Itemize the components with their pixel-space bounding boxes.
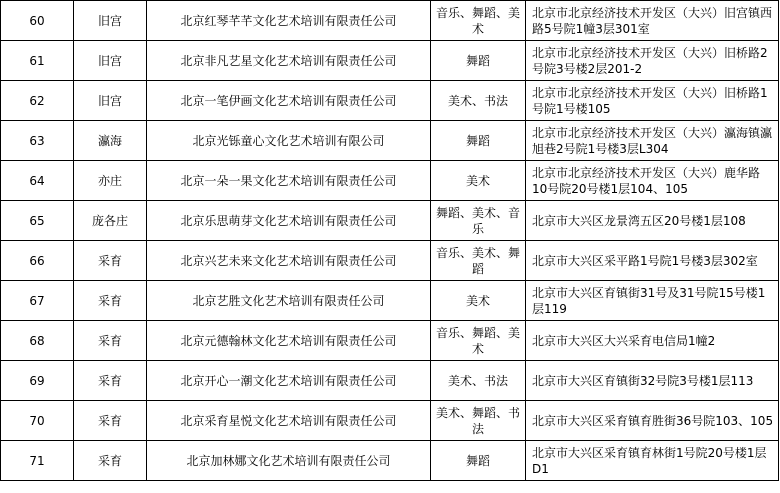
row-number: 63: [1, 121, 74, 161]
address-cell: 北京市北京经济技术开发区（大兴）瀛海镇瀛旭巷2号院1号楼3层L304: [526, 121, 779, 161]
category-cell: 舞蹈: [431, 441, 526, 481]
town-cell: 庞各庄: [74, 201, 147, 241]
category-cell: 美术、舞蹈、书法: [431, 401, 526, 441]
town-cell: 旧宫: [74, 41, 147, 81]
town-cell: 采育: [74, 241, 147, 281]
town-cell: 采育: [74, 361, 147, 401]
address-cell: 北京市北京经济技术开发区（大兴）鹿华路10号院20号楼1层104、105: [526, 161, 779, 201]
company-name-cell: 北京乐思萌芽文化艺术培训有限责任公司: [147, 201, 431, 241]
row-number: 67: [1, 281, 74, 321]
category-cell: 舞蹈: [431, 41, 526, 81]
category-cell: 音乐、舞蹈、美术: [431, 321, 526, 361]
address-cell: 北京市大兴区采育镇育胜街36号院103、105: [526, 401, 779, 441]
row-number: 71: [1, 441, 74, 481]
row-number: 60: [1, 1, 74, 41]
company-name-cell: 北京采育星悦文化艺术培训有限责任公司: [147, 401, 431, 441]
table-row: [1, 361, 779, 401]
category-cell: 美术、书法: [431, 81, 526, 121]
company-name-cell: 北京非凡艺星文化艺术培训有限责任公司: [147, 41, 431, 81]
company-name-cell: 北京一朵一果文化艺术培训有限责任公司: [147, 161, 431, 201]
category-cell: 美术: [431, 281, 526, 321]
category-cell: 舞蹈: [431, 121, 526, 161]
row-number: 61: [1, 41, 74, 81]
row-number: 69: [1, 361, 74, 401]
row-number: 68: [1, 321, 74, 361]
company-name-cell: 北京元德翰林文化艺术培训有限责任公司: [147, 321, 431, 361]
address-cell: 北京市北京经济技术开发区（大兴）旧桥路2号院3号楼2层201-2: [526, 41, 779, 81]
town-cell: 采育: [74, 281, 147, 321]
table-row: [1, 81, 779, 121]
company-name-cell: 北京开心一潮文化艺术培训有限责任公司: [147, 361, 431, 401]
table-row: [1, 121, 779, 161]
company-name-cell: 北京红琴芊芊文化艺术培训有限责任公司: [147, 1, 431, 41]
address-cell: 北京市大兴区采育镇育林街1号院20号楼1层D1: [526, 441, 779, 481]
address-cell: 北京市大兴区大兴采育电信局1幢2: [526, 321, 779, 361]
address-cell: 北京市大兴区采平路1号院1号楼3层302室: [526, 241, 779, 281]
company-name-cell: 北京艺胜文化艺术培训有限责任公司: [147, 281, 431, 321]
town-cell: 亦庄: [74, 161, 147, 201]
town-cell: 瀛海: [74, 121, 147, 161]
table-row: [1, 281, 779, 321]
row-number: 70: [1, 401, 74, 441]
address-cell: 北京市大兴区育镇街31号及31号院15号楼1层119: [526, 281, 779, 321]
table-row: [1, 161, 779, 201]
town-cell: 采育: [74, 441, 147, 481]
address-cell: 北京市北京经济技术开发区（大兴）旧宫镇西路5号院1幢3层301室: [526, 1, 779, 41]
row-number: 66: [1, 241, 74, 281]
table-row: [1, 321, 779, 361]
address-cell: 北京市大兴区龙景湾五区20号楼1层108: [526, 201, 779, 241]
address-cell: 北京市大兴区育镇街32号院3号楼1层113: [526, 361, 779, 401]
row-number: 62: [1, 81, 74, 121]
category-cell: 舞蹈、美术、音乐: [431, 201, 526, 241]
category-cell: 音乐、舞蹈、美术: [431, 1, 526, 41]
town-cell: 旧宫: [74, 81, 147, 121]
address-cell: 北京市北京经济技术开发区（大兴）旧桥路1号院1号楼105: [526, 81, 779, 121]
table-row: [1, 241, 779, 281]
table-row: [1, 1, 779, 41]
row-number: 64: [1, 161, 74, 201]
table-row: [1, 401, 779, 441]
row-number: 65: [1, 201, 74, 241]
town-cell: 采育: [74, 321, 147, 361]
category-cell: 美术: [431, 161, 526, 201]
category-cell: 音乐、美术、舞蹈: [431, 241, 526, 281]
company-name-cell: 北京兴艺未来文化艺术培训有限责任公司: [147, 241, 431, 281]
company-name-cell: 北京加林娜文化艺术培训有限责任公司: [147, 441, 431, 481]
category-cell: 美术、书法: [431, 361, 526, 401]
table-row: [1, 41, 779, 81]
company-name-cell: 北京一笔伊画文化艺术培训有限责任公司: [147, 81, 431, 121]
table-row: [1, 441, 779, 481]
town-cell: 旧宫: [74, 1, 147, 41]
town-cell: 采育: [74, 401, 147, 441]
company-name-cell: 北京光铄童心文化艺术培训有限公司: [147, 121, 431, 161]
table-row: [1, 201, 779, 241]
